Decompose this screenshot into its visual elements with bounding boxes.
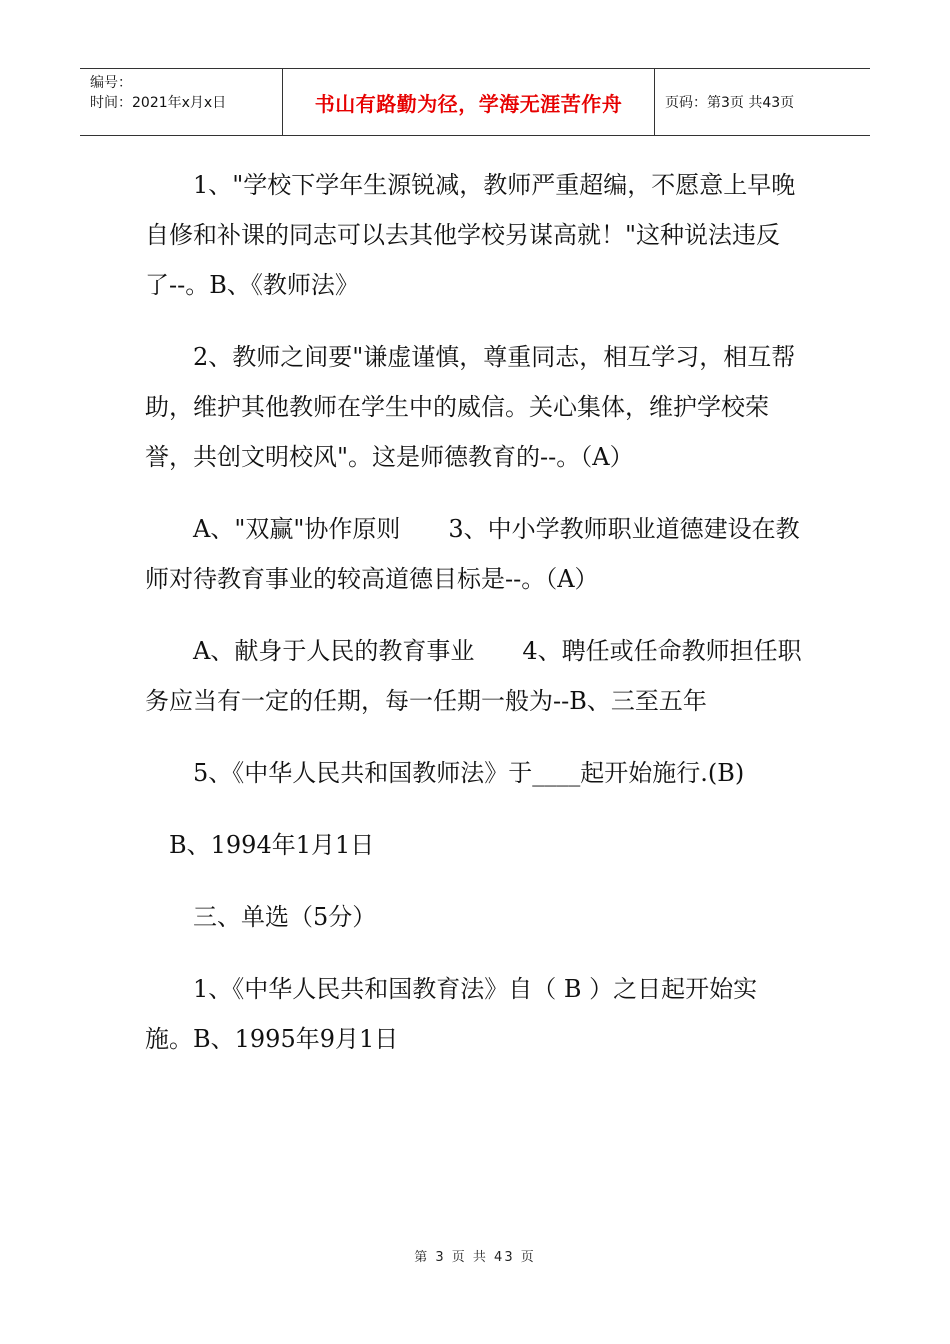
header-left-cell <box>80 69 282 135</box>
paragraph-q5: 5、《中华人民共和国教师法》于____起开始施行.(B) <box>193 759 745 787</box>
paragraph-q2: 2、教师之间要"谦虚谨慎，尊重同志，相互学习，相互帮助，维护其他教师在学生中的威信。关心集体，维护学校荣誉，共创文明校风"。这是师德教育的--。（A） <box>145 343 796 471</box>
document-body <box>145 160 805 1086</box>
paragraph-q4: A、献身于人民的教育事业 4、聘任或任命教师担任职务应当有一定的任期，每一任期一般为--B、三至五年 <box>145 637 802 715</box>
paragraph-q1: 1、"学校下学年生源锐减，教师严重超编，不愿意上早晚自修和补课的同志可以去其他学校另谋高就！"这种说法违反了--。B、《教师法》 <box>145 171 796 299</box>
paragraph-q3: A、"双赢"协作原则 3、中小学教师职业道德建设在教师对待教育事业的较高道德目标是--。（A） <box>145 515 800 593</box>
section-heading-single-choice: 三、单选（5分） <box>193 903 377 931</box>
paragraph-q5-answer: B、1994年1月1日 <box>169 831 375 859</box>
page-footer: 第 3 页 共 43 页 <box>414 1250 536 1265</box>
document-time-label: 时间：2021年x月x日 <box>90 95 227 111</box>
header-page-info: 页码：第3页 共43页 <box>665 95 795 111</box>
header-motto: 书山有路勤为径，学海无涯苦作舟 <box>282 69 655 135</box>
document-number-label: 编号： <box>90 75 132 91</box>
paragraph-single-choice-q1: 1、《中华人民共和国教育法》自（ B ）之日起开始实施。B、1995年9月1日 <box>145 975 758 1053</box>
page-header <box>80 68 870 136</box>
